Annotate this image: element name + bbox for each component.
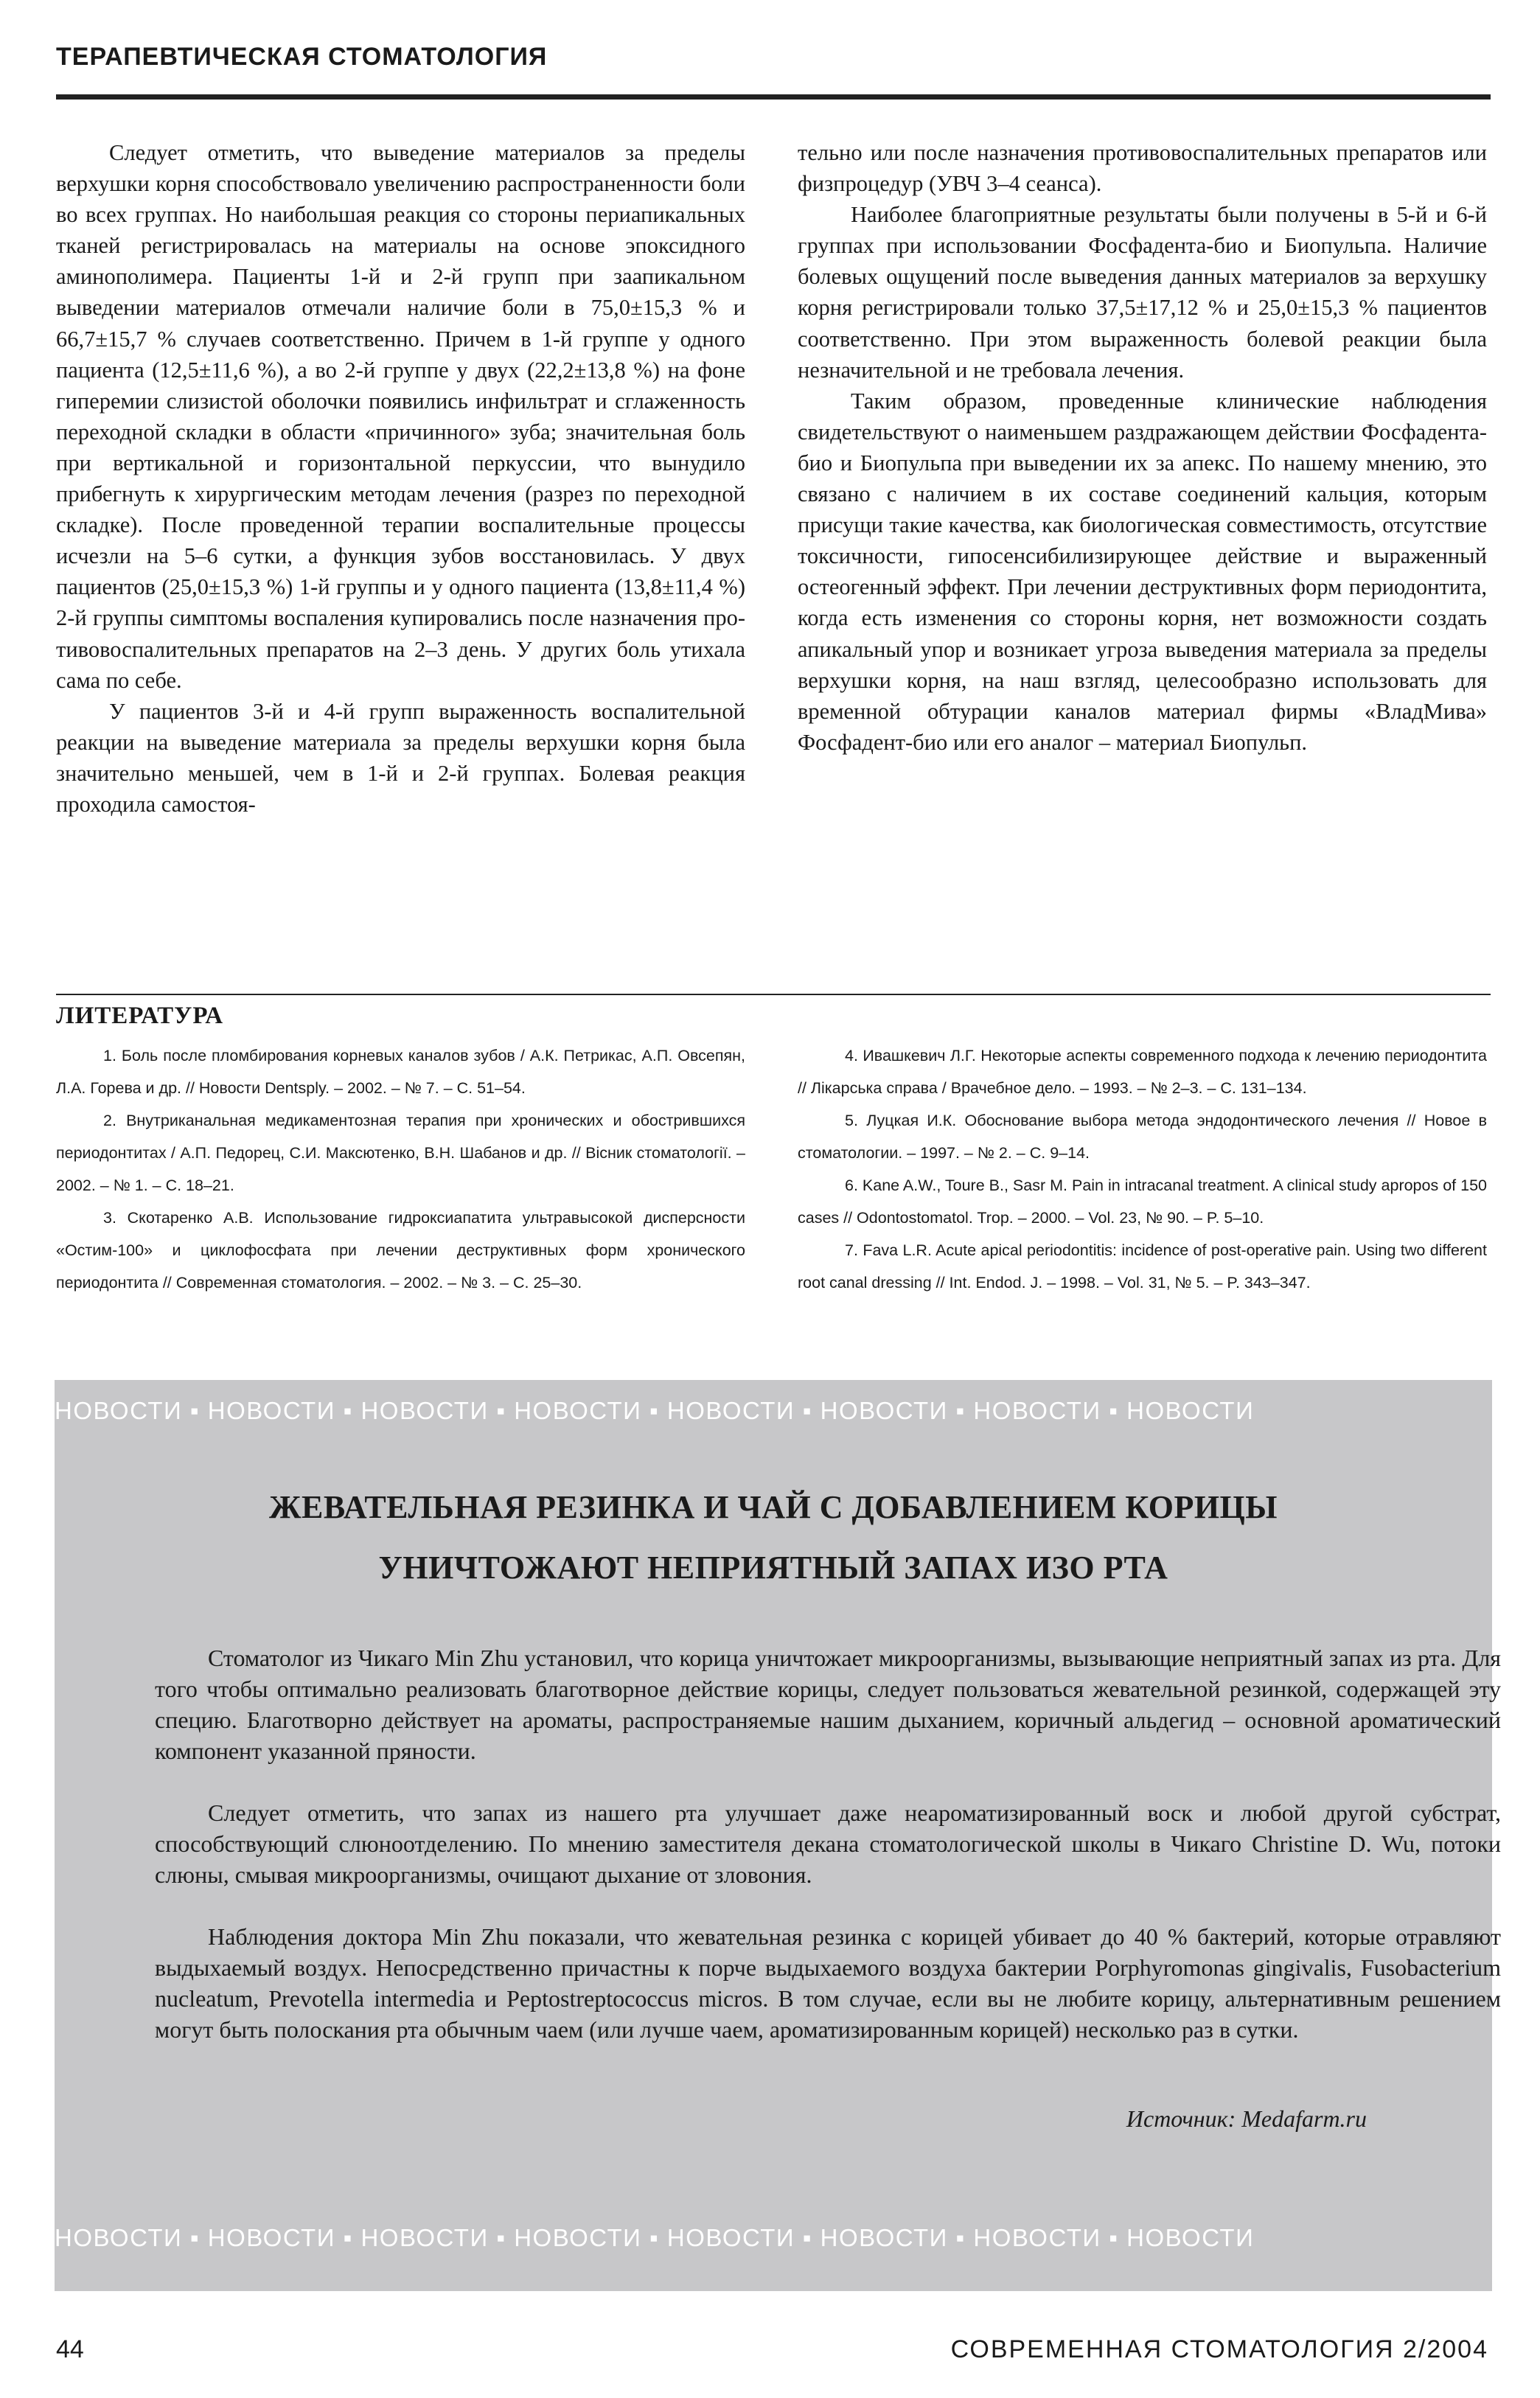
news-title bbox=[55, 1477, 1492, 1598]
reference-item: 3. Скотаренко А.В. Использование гидроксиапатита ультравысокой дисперсности «Остим-100» и циклофосфата при лечении деструктивных форм хронического периодонтита // Современная стоматология. – 2002. – № 3. – С. 25–30. bbox=[56, 1209, 745, 1292]
reference-item: 2. Внутриканальная медикаментозная терапия при хронических и обострившихся периодонтитах / А.П. Педорец, С.И. Максютенко, В.Н. Шабанов и др. // Вісник стоматології. – 2002. – № 1. – С. 18–21. bbox=[56, 1112, 745, 1194]
news-paragraph: Следует отметить, что запах из нашего рта улучшает даже неароматизированный воск и любой другой субстрат, способствующий слюноотделению. По мнению заместителя декана стоматологической школы в Чикаго Christine D. Wu, потоки слюны, смывая микроорганизмы, очищают дыхание от зловония. bbox=[155, 1799, 1501, 1888]
references-divider bbox=[56, 994, 1491, 995]
news-box bbox=[55, 1380, 1501, 2291]
article-paragraph: У пациентов 3-й и 4-й групп выраженность воспалительной реакции на выведение материала за пределы верхушки корня была значительно меньшей, чем в 1-й и 2-й группах. Болевая реакция проходила самостоя- bbox=[56, 698, 745, 817]
article-paragraph: Наиболее благоприятные результаты были получены в 5-й и 6-й группах при использовании Фосфадента-био и Биопульпа. Наличие болевых ощущений после выведения данных материалов за верхушку корня регистрировали только 37,5±17,12 % и 25,0±15,3 % пациентов соответственно. При этом выраженность болевой реакции была незначительной и не требовала лечения. bbox=[798, 202, 1487, 383]
news-title-line: УНИЧТОЖАЮТ НЕПРИЯТНЫЙ ЗАПАХ ИЗО РТА bbox=[378, 1550, 1168, 1586]
header-divider bbox=[56, 94, 1491, 100]
news-body bbox=[155, 1642, 1501, 2076]
references-title: ЛИТЕРАТУРА bbox=[56, 1003, 224, 1029]
article-paragraph: Таким образом, проведенные клинические наблюдения свидетельствуют о наименьшем раздражающем действии Фосфадента-био и Биопульпа при выведении их за апекс. По нашему мнению, это связано с наличием в их составе соединений кальция, которым присущи такие качества, как биологическая совместимость, отсутствие токсичности, гипосенсибилизирующее действие и выраженный остеогенный эффект. При лечении деструктивных форм периодонтита, когда есть изменения со стороны корня, нет возможности создать апикальный упор и возникает угроза выведения материала за пределы верхушки корня, на наш взгляд, целесообразно использовать для временной обтурации каналов материал фирмы «ВладМива» Фосфадент-био или его аналог – материал Биопульп. bbox=[798, 388, 1487, 755]
news-paragraph: Стоматолог из Чикаго Min Zhu установил, что корица уничтожает микроорганизмы, вызывающие неприятный запах из рта. Для того чтобы оптимально реализовать благотворное действие корицы, следует пользоваться жевательной резинкой, содержащей эту специю. Благотворно действует на ароматы, распространяемые нашим дыханием, коричный альдегид – основной ароматический компонент указанной пряности. bbox=[155, 1645, 1501, 1764]
journal-name: СОВРЕМЕННАЯ СТОМАТОЛОГИЯ 2/2004 bbox=[950, 2335, 1488, 2363]
article-paragraph: Следует отметить, что выведение материалов за пределы верхушки корня способствовало увеличению распространенности боли во всех группах. Но наибольшая реакция со стороны периапикальных тканей регистрировалась на материалы на основе эпоксидного аминополимера. Пациенты 1-й и 2-й групп при заапикальном выведении материалов отмечали наличие боли в 75,0±15,3 % и 66,7±15,7 % случаев соответственно. Причем в 1-й группе у одного пациента (12,5±11,6 %), а во 2-й группе у двух (22,2±13,8 %) на фоне гиперемии слизистой оболочки появились инфильтрат и сглаженность переходной складки в области «причинного» зуба; значительная боль при вертикальной и горизонтальной перкуссии, что вынудило прибегнуть к хирургическим методам лечения (разрез по переходной складке). После проведенной терапии воспалительные процессы исчезли на 5–6 сутки, а функция зубов восстановилась. У двух пациентов (25,0±15,3 %) 1-й группы и у одного пациента (13,8±11,4 %) 2-й группы симптомы воспаления купировались после назначения противовоспалительных препаратов на 2–3 день. У других боль утихала сама по себе. bbox=[56, 140, 745, 693]
news-title-line: ЖЕВАТЕЛЬНАЯ РЕЗИНКА И ЧАЙ С ДОБАВЛЕНИЕМ КОРИЦЫ bbox=[269, 1489, 1278, 1525]
page-number: 44 bbox=[56, 2335, 84, 2363]
reference-item: 7. Fava L.R. Acute apical periodontitis: incidence of post-operative pain. Using two different root canal dressing // Int. Endod. J. – 1998. – Vol. 31, № 5. – P. 343–347. bbox=[798, 1241, 1487, 1292]
news-band-bottom: НОВОСТИ ▪ НОВОСТИ ▪ НОВОСТИ ▪ НОВОСТИ ▪ НОВОСТИ ▪ НОВОСТИ ▪ НОВОСТИ ▪ НОВОСТИ bbox=[55, 2224, 1255, 2251]
reference-item: 1. Боль после пломбирования корневых каналов зубов / А.К. Петрикас, А.П. Овсепян, Л.А. Горева и др. // Новости Dentsply. – 2002. – № 7. – С. 51–54. bbox=[56, 1047, 745, 1097]
article-paragraph: тельно или после назначения противовоспалительных препаратов или физпроцедур (УВЧ 3–4 сеанса). bbox=[798, 140, 1487, 197]
section-title: ТЕРАПЕВТИЧЕСКАЯ СТОМАТОЛОГИЯ bbox=[56, 43, 548, 71]
article-left-column bbox=[56, 137, 745, 820]
news-band-top: НОВОСТИ ▪ НОВОСТИ ▪ НОВОСТИ ▪ НОВОСТИ ▪ НОВОСТИ ▪ НОВОСТИ ▪ НОВОСТИ ▪ НОВОСТИ bbox=[55, 1397, 1255, 1424]
news-source: Источник: Medafarm.ru bbox=[1126, 2105, 1367, 2132]
references-left-column bbox=[56, 1039, 745, 1299]
news-paragraph: Наблюдения доктора Min Zhu показали, что жевательная резинка с корицей убивает до 40 % бактерий, которые отравляют выдыхаемый воздух. Непосредственно причастны к порче выдыхаемого воздуха бактерии Porphyromonas gingivalis, Fusobacterium nucleatum, Prevotella intermedia и Peptostreptococcus micros. В том случае, если вы не любите корицу, альтернативным решением могут быть полоскания рта обычным чаем (или лучше чаем, ароматизированным корицей) несколько раз в сутки. bbox=[155, 1923, 1501, 2043]
reference-item: 5. Луцкая И.К. Обоснование выбора метода эндодонтического лечения // Новое в стоматологии. – 1997. – № 2. – С. 9–14. bbox=[798, 1112, 1487, 1162]
references-right-column bbox=[798, 1039, 1487, 1299]
reference-item: 4. Ивашкевич Л.Г. Некоторые аспекты современного подхода к лечению периодонтита // Лікарська справа / Врачебное дело. – 1993. – № 2–3. – С. 131–134. bbox=[798, 1047, 1487, 1097]
reference-item: 6. Kane A.W., Toure B., Sasr M. Pain in intracanal treatment. A clinical study apropos of 150 cases // Odontostomatol. Trop. – 2000. – Vol. 23, № 90. – P. 5–10. bbox=[798, 1177, 1487, 1227]
article-right-column bbox=[798, 137, 1487, 758]
